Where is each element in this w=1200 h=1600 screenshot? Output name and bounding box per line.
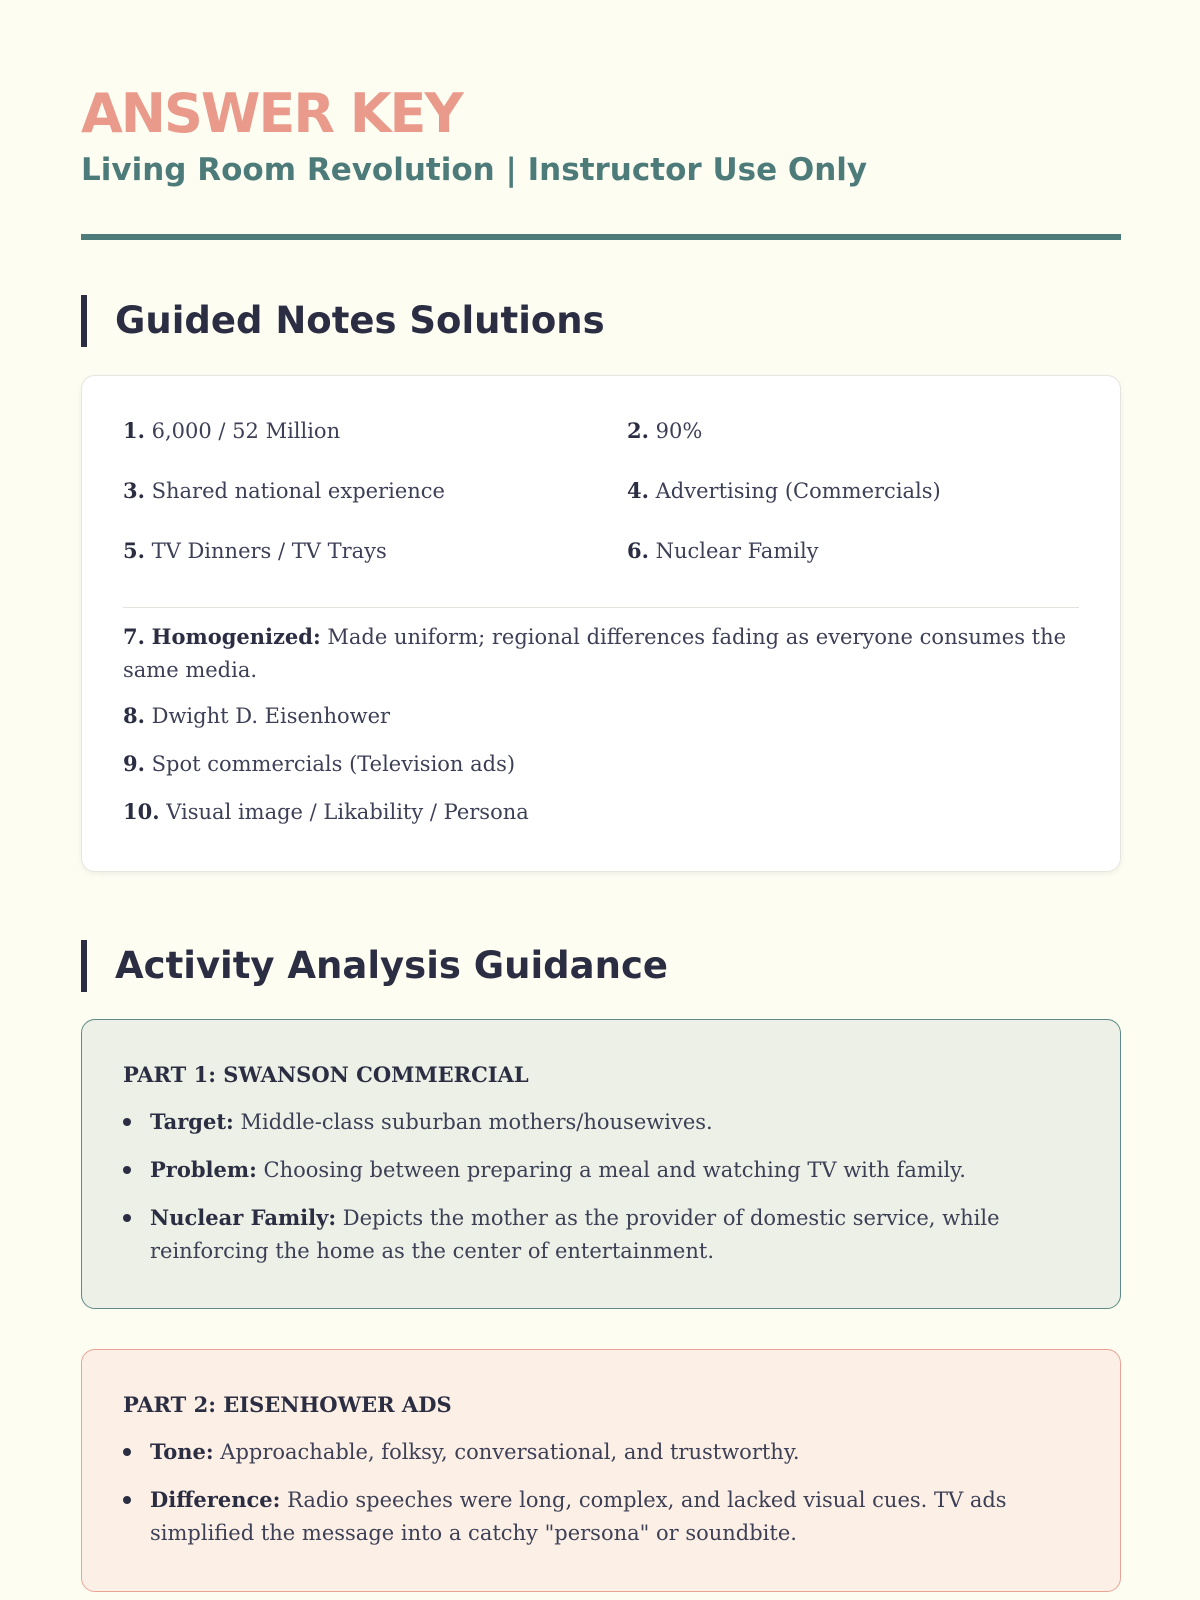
answer-text: Advertising (Commercials) <box>655 479 941 503</box>
part-2-list <box>123 1435 1079 1550</box>
answer-text: TV Dinners / TV Trays <box>151 539 387 563</box>
list-item <box>123 1483 1079 1550</box>
answer-number: 4. <box>627 478 649 503</box>
item-text: Choosing between preparing a meal and watching TV with family. <box>263 1158 966 1182</box>
bullet-icon <box>123 1118 131 1126</box>
answer-text: Dwight D. Eisenhower <box>151 704 391 728</box>
answer-7 <box>123 620 1079 687</box>
answer-number: 9. <box>123 751 145 776</box>
answer-text: 6,000 / 52 Million <box>151 419 341 443</box>
answer-4 <box>627 474 1081 507</box>
answer-10 <box>123 795 1079 829</box>
answer-number: 5. <box>123 538 145 563</box>
answer-number: 1. <box>123 418 145 443</box>
item-label: Difference: <box>150 1487 281 1512</box>
item-text: Approachable, folksy, conversational, and trustworthy. <box>220 1440 800 1464</box>
bullet-icon <box>123 1448 131 1456</box>
item-text: Radio speeches were long, complex, and lacked visual cues. TV ads simplified the message into a catchy "persona" or soundbite. <box>150 1488 1007 1545</box>
list-item <box>123 1435 1079 1469</box>
part-2-title: PART 2: EISENHOWER ADS <box>123 1392 452 1417</box>
answer-text: Spot commercials (Television ads) <box>151 752 516 776</box>
answer-text: Nuclear Family <box>655 539 819 563</box>
answer-8 <box>123 699 1079 733</box>
answer-text: 90% <box>655 419 703 443</box>
guided-notes-heading: Guided Notes Solutions <box>81 295 605 347</box>
header-divider <box>81 234 1121 240</box>
answer-number: 7. <box>123 624 145 649</box>
part-1-list <box>123 1105 1079 1268</box>
answer-number: 8. <box>123 703 145 728</box>
item-label: Problem: <box>150 1157 257 1182</box>
answer-text: Visual image / Likability / Persona <box>166 800 529 824</box>
part-1-card <box>81 1019 1121 1309</box>
answer-6 <box>627 534 1081 567</box>
answer-2 <box>627 414 1081 447</box>
answer-term: Homogenized: <box>151 624 321 649</box>
answer-number: 3. <box>123 478 145 503</box>
answer-1 <box>123 414 627 447</box>
item-label: Tone: <box>150 1439 214 1464</box>
item-text: Depicts the mother as the provider of domestic service, while reinforcing the home as the center of entertainment. <box>150 1206 1000 1263</box>
item-text: Middle-class suburban mothers/housewives. <box>240 1110 713 1134</box>
page-subtitle: Living Room Revolution | Instructor Use Only <box>81 152 868 188</box>
activity-analysis-heading: Activity Analysis Guidance <box>81 940 668 992</box>
bullet-icon <box>123 1214 131 1222</box>
answer-number: 2. <box>627 418 649 443</box>
list-item <box>123 1201 1079 1268</box>
bullet-icon <box>123 1496 131 1504</box>
page-title: ANSWER KEY <box>81 82 462 145</box>
answer-3 <box>123 474 627 507</box>
answer-number: 6. <box>627 538 649 563</box>
answer-5 <box>123 534 627 567</box>
guided-notes-card <box>81 375 1121 872</box>
part-2-card <box>81 1349 1121 1592</box>
answer-text: Made uniform; regional differences fading as everyone consumes the same media. <box>123 625 1067 682</box>
item-label: Nuclear Family: <box>150 1205 337 1230</box>
list-item <box>123 1105 1079 1139</box>
answer-text: Shared national experience <box>151 479 445 503</box>
answer-number: 10. <box>123 799 160 824</box>
notes-divider <box>123 607 1079 608</box>
short-answers-grid <box>123 414 1079 567</box>
answer-9 <box>123 747 1079 781</box>
bullet-icon <box>123 1166 131 1174</box>
item-label: Target: <box>150 1109 234 1134</box>
part-1-title: PART 1: SWANSON COMMERCIAL <box>123 1062 529 1087</box>
list-item <box>123 1153 1079 1187</box>
